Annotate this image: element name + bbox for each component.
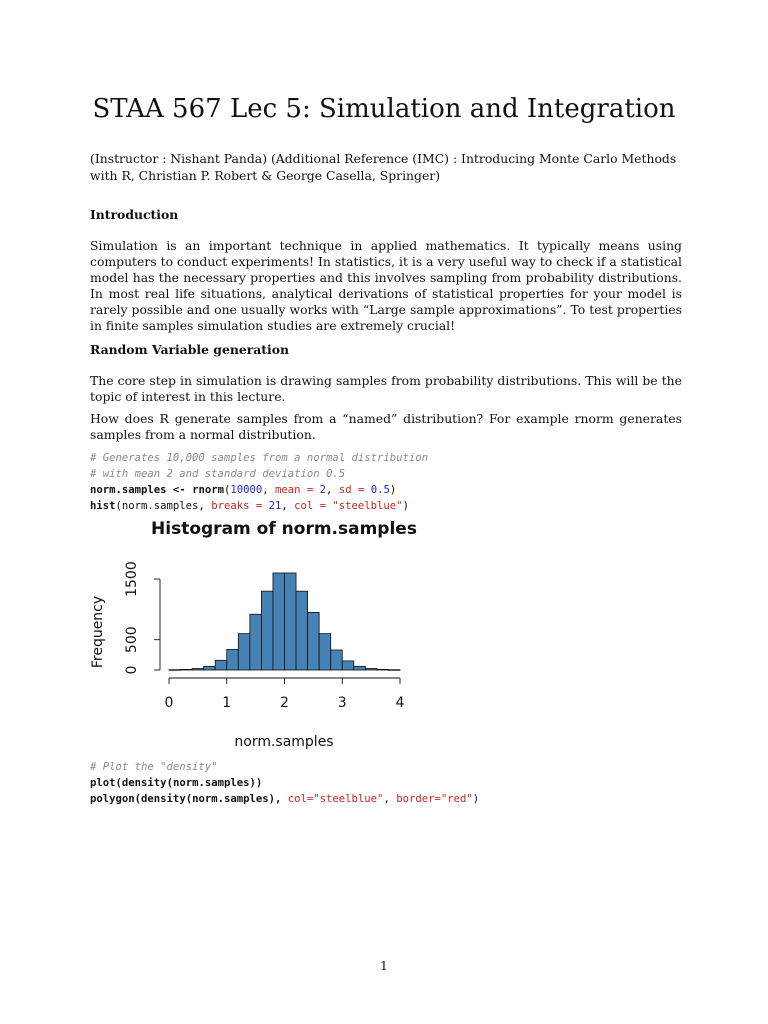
x-tick-label: 0 (164, 695, 174, 711)
code-string: "steelblue" (332, 500, 403, 512)
histogram-bar (238, 634, 250, 670)
code-string: border="red" (396, 793, 473, 805)
code-token: ( (115, 777, 122, 789)
code-block-hist (90, 450, 690, 514)
code-function: hist (90, 500, 116, 512)
x-tick-label: 2 (280, 695, 289, 711)
code-function: density (141, 793, 186, 805)
code-token: ( (134, 793, 142, 805)
histogram-bar (342, 661, 354, 670)
code-function: plot (90, 777, 116, 789)
code-number: 21 (268, 500, 282, 512)
code-number: 10000 (230, 484, 263, 496)
histogram-bar (192, 668, 204, 670)
code-comment: # Generates 10,000 samples from a normal distribution (90, 452, 429, 464)
y-axis (124, 561, 160, 674)
code-function: rnorm (192, 484, 224, 496)
histogram-bar (215, 660, 227, 670)
histogram-bar (354, 666, 366, 670)
code-token: ( (223, 484, 231, 496)
histogram-bar (204, 666, 216, 670)
code-block-density (90, 759, 690, 807)
histogram-bar (331, 650, 343, 670)
histogram-bar (388, 670, 400, 671)
code-token: , (326, 484, 339, 496)
y-axis-label: Frequency (90, 595, 106, 669)
histogram-bar (261, 591, 273, 670)
histogram-bar (308, 612, 320, 670)
y-tick-label: 500 (124, 626, 140, 654)
code-token: , (383, 793, 397, 805)
code-token: ) (389, 484, 397, 496)
y-tick-label: 1500 (124, 561, 140, 597)
code-function: polygon (90, 793, 135, 805)
x-axis-label: norm.samples (234, 734, 334, 750)
code-string: col="steelblue" (287, 793, 384, 805)
histogram-bar (273, 573, 285, 670)
paragraph-introduction: Simulation is an important technique in applied mathematics. It typically means using computers to conduct experiments! In statistics, it is a very useful way to check if a statistical model has the necessary properties and this involves sampling from probability distributions. In most real life situations, analytical derivations of statistical properties for your model is rarely possible and one usually works with “Large sample approximations”. To test properties in finite samples simulation studies are extremely crucial! (90, 238, 682, 333)
histogram-bar (377, 669, 389, 670)
code-argument: breaks = (211, 500, 269, 512)
histogram-bars (169, 573, 400, 670)
histogram-bar (250, 614, 262, 670)
code-token: norm.samples <- (90, 484, 193, 496)
code-argument: col = (294, 500, 333, 512)
page-number: 1 (380, 958, 388, 973)
code-token: ) (402, 500, 409, 512)
code-token: (norm.samples)) (166, 777, 263, 789)
x-axis (165, 678, 405, 711)
code-argument: mean = (275, 484, 320, 496)
code-number: 2 (319, 484, 327, 496)
histogram-bar (319, 634, 331, 670)
paragraph-rnorm: How does R generate samples from a “named” distribution? For example rnorm generates samples from a normal distribution. (90, 411, 682, 442)
code-comment: # with mean 2 and standard deviation 0.5 (90, 468, 346, 480)
code-token: (norm.samples), (185, 793, 288, 805)
section-heading-introduction: Introduction (90, 207, 179, 222)
code-token: , (281, 500, 295, 512)
instructor-reference: (Instructor : Nishant Panda) (Additional Reference (IMC) : Introducing Monte Carlo Methods with R, Christian P. Robert & George Casella, Springer) (90, 151, 677, 183)
code-token: (norm.samples, (115, 500, 212, 512)
x-tick-label: 3 (337, 695, 347, 711)
code-argument: sd = (338, 484, 371, 496)
histogram-bar (169, 670, 181, 671)
y-tick-label: 0 (124, 665, 140, 675)
x-tick-label: 4 (395, 695, 405, 711)
histogram-bar (296, 591, 308, 670)
histogram-bar (365, 668, 377, 670)
code-number: 0.5 (370, 484, 390, 496)
paragraph-core-step: The core step in simulation is drawing samples from probability distributions. This will be the topic of interest in this lecture. (90, 373, 682, 404)
code-token: ) (472, 793, 480, 805)
document-title: STAA 567 Lec 5: Simulation and Integration (92, 94, 676, 124)
section-heading-random-variable-generation: Random Variable generation (90, 342, 290, 357)
histogram-bar (285, 573, 297, 670)
code-comment: # Plot the "density" (90, 761, 218, 773)
histogram-bar (227, 649, 239, 670)
histogram-bar (181, 669, 193, 670)
histogram-chart (80, 512, 430, 757)
code-token: , (262, 484, 275, 496)
x-tick-label: 1 (222, 695, 232, 711)
chart-title: Histogram of norm.samples (151, 519, 417, 539)
code-function: density (121, 777, 167, 789)
